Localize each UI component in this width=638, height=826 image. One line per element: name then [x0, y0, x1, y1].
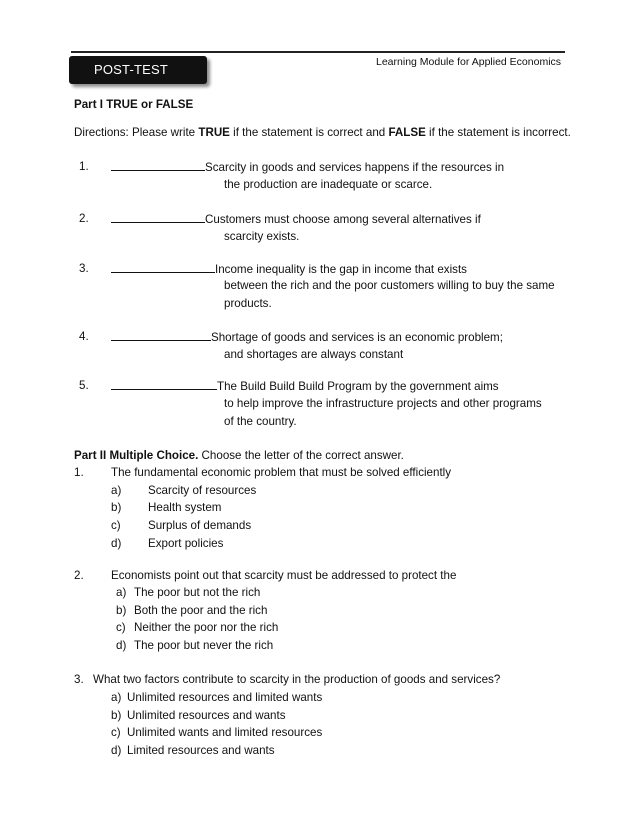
statement-line: The Build Build Build Program by the government aims [217, 380, 499, 393]
option-letter: a) [111, 691, 122, 704]
mc-question-text: Economists point out that scarcity must be addressed to protect the [111, 569, 457, 582]
answer-blank[interactable] [111, 379, 217, 390]
mc-question-text: The fundamental economic problem that must be solved efficiently [111, 466, 452, 479]
statement-line: to help improve the infrastructure projects and other programs [224, 397, 542, 410]
statement-line: and shortages are always constant [224, 348, 404, 361]
option-letter: a) [111, 484, 122, 497]
statement-line: Income inequality is the gap in income that exists [215, 263, 467, 276]
option-letter: b) [116, 604, 127, 617]
mc-question-number: 2. [74, 569, 84, 582]
tf-item-statement [111, 160, 504, 174]
answer-blank[interactable] [111, 330, 211, 341]
tf-item-number: 3. [79, 262, 89, 275]
option-text: Limited resources and wants [127, 744, 275, 757]
mc-question-number: 3. [74, 673, 84, 686]
directions-false: FALSE [388, 126, 426, 139]
answer-blank[interactable] [111, 212, 205, 223]
header-rule [71, 51, 565, 53]
directions-suffix: if the statement is incorrect. [425, 126, 571, 139]
tf-item-number: 2. [79, 212, 89, 225]
directions-mid: if the statement is correct and [229, 126, 389, 139]
tf-item-statement [111, 330, 503, 344]
option-text: Export policies [148, 537, 224, 550]
directions-prefix: Directions: Please write [74, 126, 199, 139]
option-letter: c) [111, 519, 121, 532]
option-letter: c) [111, 726, 121, 739]
post-test-label: POST-TEST [94, 62, 169, 77]
option-letter: a) [116, 586, 127, 599]
option-letter: d) [111, 744, 122, 757]
statement-line: Scarcity in goods and services happens if the resources in [205, 161, 505, 174]
option-text: Unlimited resources and limited wants [127, 691, 323, 704]
tf-item-number: 4. [79, 330, 89, 343]
option-text: Scarcity of resources [148, 484, 257, 497]
statement-line: products. [224, 297, 272, 310]
statement-line: the production are inadequate or scarce. [224, 178, 433, 191]
tf-item-number: 5. [79, 379, 89, 392]
option-text: Health system [148, 501, 222, 514]
option-text: Neither the poor nor the rich [134, 621, 279, 634]
tf-item-statement [111, 212, 481, 226]
statement-line: scarcity exists. [224, 230, 300, 243]
tf-item-statement [111, 379, 499, 393]
option-text: Unlimited resources and wants [127, 709, 286, 722]
option-text: Both the poor and the rich [134, 604, 268, 617]
mc-question-text: What two factors contribute to scarcity in the production of goods and services? [93, 673, 501, 686]
option-text: The poor but never the rich [134, 639, 274, 652]
option-letter: b) [111, 501, 122, 514]
option-letter: d) [116, 639, 127, 652]
answer-blank[interactable] [111, 262, 215, 273]
tf-item-number: 1. [79, 160, 89, 173]
part1-title: Part I TRUE or FALSE [74, 98, 194, 111]
option-text: Surplus of demands [148, 519, 252, 532]
statement-line: of the country. [224, 415, 297, 428]
option-text: Unlimited wants and limited resources [127, 726, 323, 739]
option-letter: c) [116, 621, 126, 634]
tf-item-statement [111, 262, 467, 276]
mc-question-number: 1. [74, 466, 84, 479]
directions [74, 126, 571, 139]
option-letter: b) [111, 709, 122, 722]
statement-line: Shortage of goods and services is an economic problem; [211, 331, 503, 344]
option-text: The poor but not the rich [134, 586, 261, 599]
part2-heading [74, 449, 404, 462]
part2-instruction: Choose the letter of the correct answer. [198, 449, 404, 462]
module-title: Learning Module for Applied Economics [376, 56, 562, 68]
option-letter: d) [111, 537, 122, 550]
answer-blank[interactable] [111, 160, 205, 171]
statement-line: between the rich and the poor customers willing to buy the same [224, 279, 555, 292]
statement-line: Customers must choose among several alternatives if [205, 213, 481, 226]
post-test-badge [69, 56, 207, 84]
directions-true: TRUE [198, 126, 230, 139]
part2-title: Part II Multiple Choice. [74, 449, 199, 462]
